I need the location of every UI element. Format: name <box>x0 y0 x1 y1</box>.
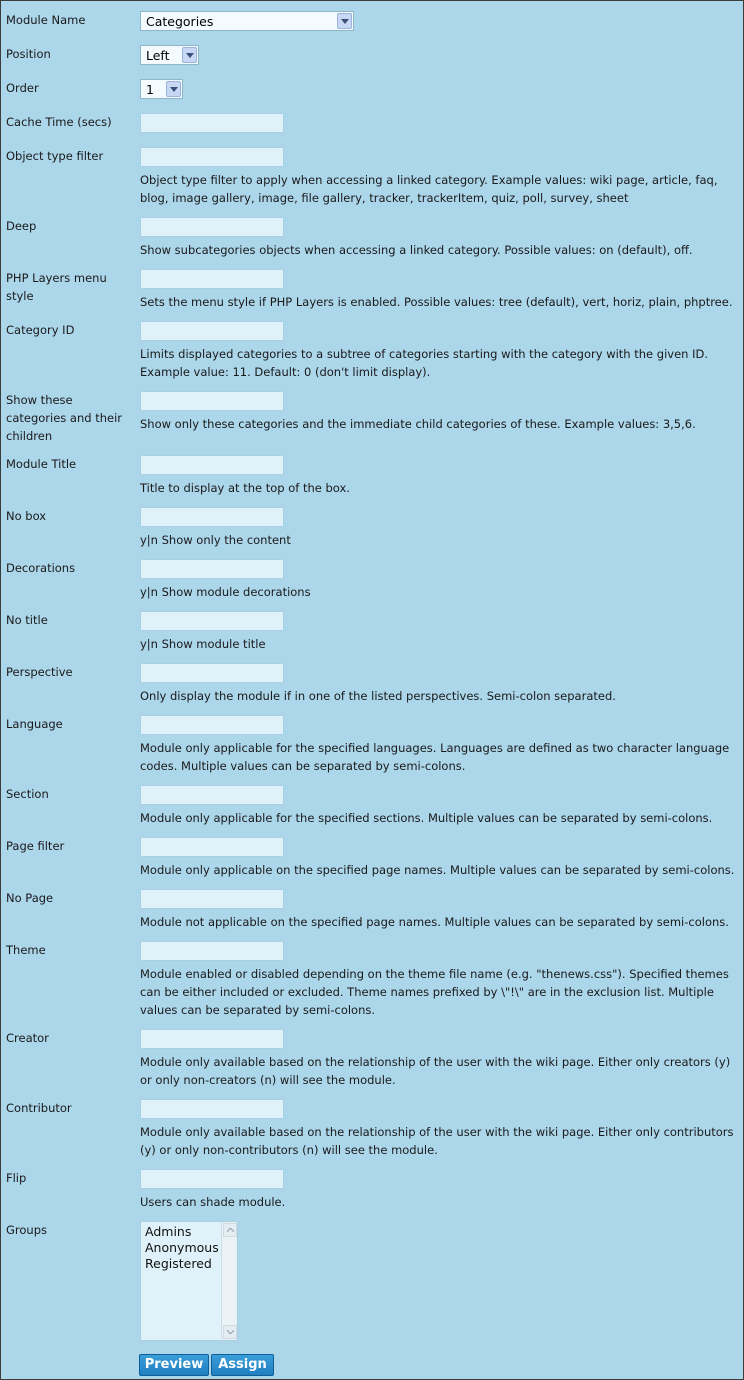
label-position: Position <box>6 47 51 61</box>
flip-desc: Users can shade module. <box>140 1195 286 1209</box>
position-value: Left <box>146 48 170 63</box>
language-desc: Module only applicable for the specified languages. Languages are defined as two character language codes. Multiple values can be separated by semi-colons. <box>140 741 730 773</box>
order-value: 1 <box>146 82 154 97</box>
creator-desc: Module only available based on the relationship of the user with the wiki page. Either only creators (y) or only non-creators (n) will see the module. <box>140 1055 731 1087</box>
label-module-name: Module Name <box>6 13 86 27</box>
no-box-input[interactable] <box>140 507 284 527</box>
assign-button[interactable]: Assign <box>211 1354 274 1376</box>
label-language: Language <box>6 717 63 731</box>
preview-button[interactable]: Preview <box>139 1354 209 1376</box>
category-id-desc: Limits displayed categories to a subtree of categories starting with the category with the given ID. Example value: 11. Default: 0 (don't limit display). <box>140 347 708 379</box>
label-perspective: Perspective <box>6 665 73 679</box>
position-select[interactable] <box>140 45 199 65</box>
label-cache-time: Cache Time (secs) <box>6 115 112 129</box>
no-title-desc: y|n Show module title <box>140 637 266 651</box>
category-id-input[interactable] <box>140 321 284 341</box>
scroll-up-icon[interactable] <box>223 1223 237 1237</box>
page-filter-desc: Module only applicable on the specified page names. Multiple values can be separated by semi-colons. <box>140 863 735 877</box>
groups-scrollbar[interactable] <box>221 1222 237 1340</box>
label-deep: Deep <box>6 219 37 233</box>
groups-option[interactable]: Admins <box>145 1224 192 1239</box>
label-object-type-filter: Object type filter <box>6 149 104 163</box>
php-layers-menu-style-input[interactable] <box>140 269 284 289</box>
object-type-filter-desc: Object type filter to apply when accessing a linked category. Example values: wiki page, article, faq, blog, image gallery, image, file gallery, tracker, trackerItem, quiz, poll, survey, sheet <box>140 173 718 205</box>
chevron-down-icon[interactable] <box>182 47 197 63</box>
label-theme: Theme <box>6 943 46 957</box>
label-order: Order <box>6 81 39 95</box>
contributor-desc: Module only available based on the relationship of the user with the wiki page. Either only contributors (y) or only non-contributors (n) will see the module. <box>140 1125 734 1157</box>
module-title-desc: Title to display at the top of the box. <box>140 481 350 495</box>
module-name-value: Categories <box>146 14 214 29</box>
cache-time-input[interactable] <box>140 113 284 133</box>
flip-input[interactable] <box>140 1169 284 1189</box>
groups-option[interactable]: Registered <box>145 1256 212 1271</box>
theme-input[interactable] <box>140 941 284 961</box>
label-decorations: Decorations <box>6 561 76 575</box>
scroll-down-icon[interactable] <box>223 1325 237 1339</box>
chevron-down-icon[interactable] <box>166 81 181 97</box>
deep-desc: Show subcategories objects when accessing a linked category. Possible values: on (default), off. <box>140 243 693 257</box>
object-type-filter-input[interactable] <box>140 147 284 167</box>
no-title-input[interactable] <box>140 611 284 631</box>
no-box-desc: y|n Show only the content <box>140 533 291 547</box>
theme-desc: Module enabled or disabled depending on the theme file name (e.g. "thenews.css"). Specified themes can be either included or excluded. Theme names prefixed by \"!\" are in the exclusion list. Multiple values can be separated by semi-colons. <box>140 967 729 1017</box>
chevron-down-icon[interactable] <box>337 13 352 29</box>
label-no-box: No box <box>6 509 47 523</box>
perspective-desc: Only display the module if in one of the listed perspectives. Semi-colon separated. <box>140 689 616 703</box>
perspective-input[interactable] <box>140 663 284 683</box>
php-layers-menu-style-desc: Sets the menu style if PHP Layers is enabled. Possible values: tree (default), vert, horiz, plain, phptree. <box>140 295 733 309</box>
decorations-input[interactable] <box>140 559 284 579</box>
no-page-input[interactable] <box>140 889 284 909</box>
decorations-desc: y|n Show module decorations <box>140 585 311 599</box>
deep-input[interactable] <box>140 217 284 237</box>
page-filter-input[interactable] <box>140 837 284 857</box>
groups-listbox[interactable] <box>140 1221 238 1341</box>
module-name-select[interactable] <box>140 11 354 31</box>
show-these-categories-desc: Show only these categories and the immediate child categories of these. Example values: 3,5,6. <box>140 417 696 431</box>
show-these-categories-input[interactable] <box>140 391 284 411</box>
groups-option[interactable]: Anonymous <box>145 1240 219 1255</box>
label-page-filter: Page filter <box>6 839 65 853</box>
contributor-input[interactable] <box>140 1099 284 1119</box>
label-module-title: Module Title <box>6 457 77 471</box>
label-show-these-categories: Show these categories and their children <box>6 393 123 443</box>
label-flip: Flip <box>6 1171 27 1185</box>
no-page-desc: Module not applicable on the specified page names. Multiple values can be separated by semi-colons. <box>140 915 729 929</box>
label-groups: Groups <box>6 1223 48 1237</box>
language-input[interactable] <box>140 715 284 735</box>
section-input[interactable] <box>140 785 284 805</box>
label-contributor: Contributor <box>6 1101 72 1115</box>
module-title-input[interactable] <box>140 455 284 475</box>
label-creator: Creator <box>6 1031 49 1045</box>
label-no-page: No Page <box>6 891 54 905</box>
label-section: Section <box>6 787 49 801</box>
label-no-title: No title <box>6 613 48 627</box>
label-category-id: Category ID <box>6 323 75 337</box>
section-desc: Module only applicable for the specified sections. Multiple values can be separated by semi-colons. <box>140 811 713 825</box>
creator-input[interactable] <box>140 1029 284 1049</box>
order-select[interactable] <box>140 79 183 99</box>
label-php-layers-menu-style: PHP Layers menu style <box>6 271 107 303</box>
